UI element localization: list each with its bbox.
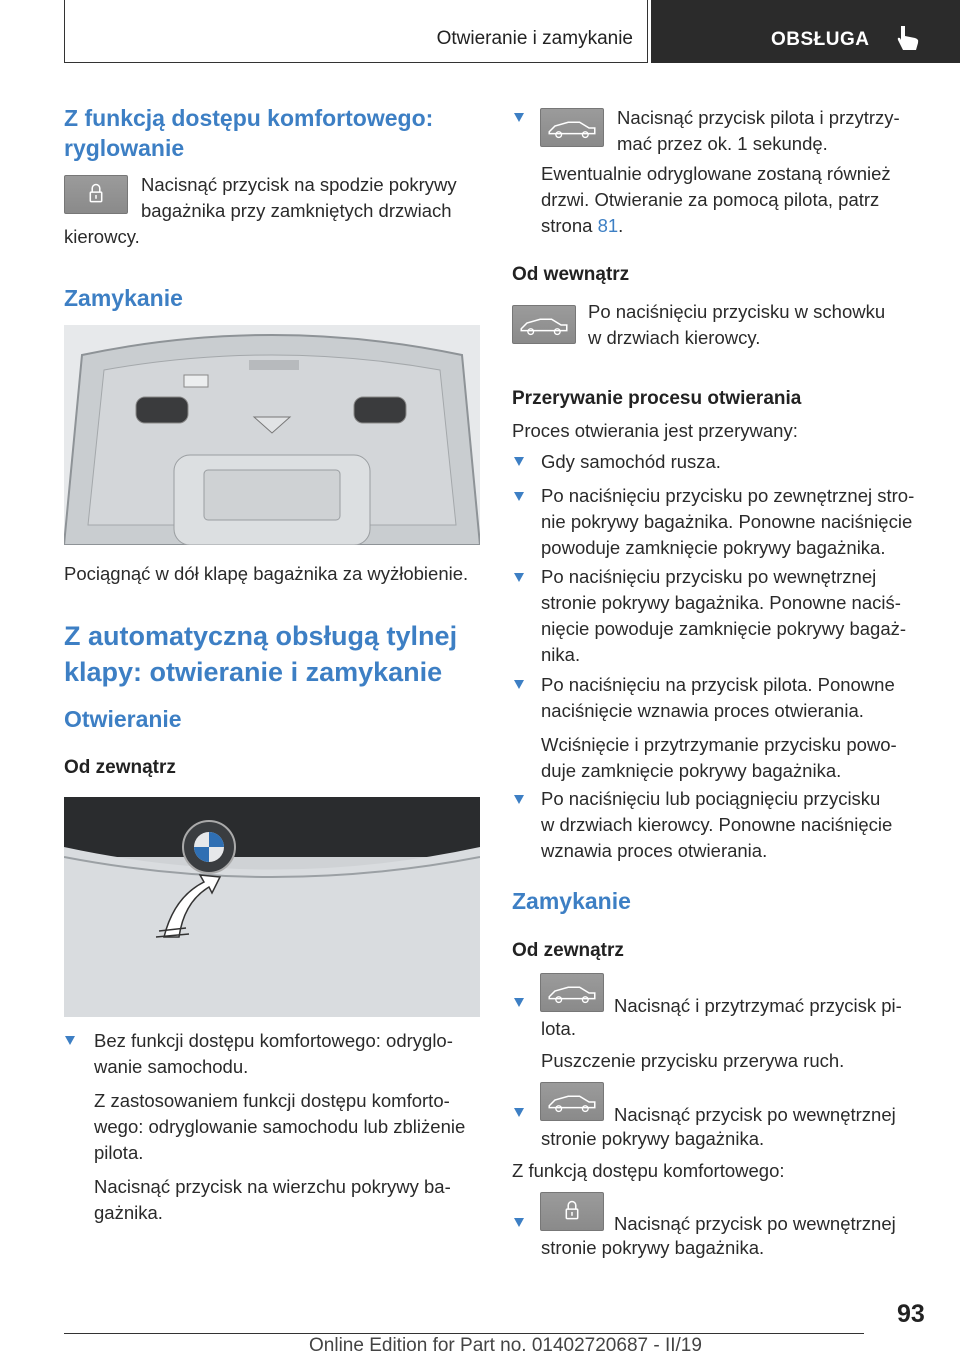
inside-trunk-button-image (512, 305, 576, 344)
chapter-title: OBSŁUGA (771, 29, 870, 50)
comfort-label: Z funkcją dostępu komfortowego: (512, 1160, 785, 1181)
section-title: Otwieranie i zamykanie (436, 28, 633, 49)
remote-trunk-button-image (540, 108, 604, 147)
heading-opening: Otwieranie (64, 706, 182, 732)
heading-closing-right: Zamykanie (512, 888, 631, 914)
bullet-triangle-icon (514, 680, 524, 689)
chapter-tab (651, 0, 960, 63)
lock-button-image (64, 175, 128, 214)
interrupt-item-2: Po naciśnięciu przycisku po zewnętrznej stro- nie pokrywy bagażnika. Ponowne naciśnięcie powoduje zamknięcie pokrywy bagażnika. (541, 485, 915, 558)
heading-auto-tailgate: Z automatyczną obsługą tylnej klapy: otwieranie i zamykanie (64, 621, 458, 687)
heading-comfort-lock: Z funkcją dostępu komfortowego: ryglowanie (64, 105, 434, 161)
bullet-triangle-icon (514, 795, 524, 804)
car-trunk-icon (541, 1083, 603, 1120)
bullet-triangle-icon (514, 573, 524, 582)
heading-outside-right: Od zewnątrz (512, 940, 624, 961)
heading-outside: Od zewnątrz (64, 757, 176, 778)
interrupt-item-5: Po naciśnięciu lub pociągnięciu przycisku w drzwiach kierowcy. Ponowne naciśnięcie wznawia proces otwierania. (541, 788, 893, 861)
lock-icon (65, 176, 127, 213)
bullet-triangle-icon (514, 113, 524, 122)
trunk-lid-interior-image (64, 325, 480, 545)
bullet-triangle-icon (514, 1218, 524, 1227)
interrupt-item-1: Gdy samochód rusza. (541, 451, 721, 472)
running-header (64, 0, 648, 63)
remote-hold-text: Nacisnąć przycisk pilota i przytrzy- mać przez ok. 1 sekundę. (617, 107, 900, 154)
car-trunk-icon (541, 974, 603, 1011)
car-trunk-icon (541, 109, 603, 146)
close-item-1: Nacisnąć i przytrzymać przycisk pi- (614, 995, 902, 1016)
pointing-hand-icon (895, 24, 921, 52)
close-item-1-note: Puszczenie przycisku przerywa ruch. (541, 1050, 845, 1071)
lock-button-image (540, 1192, 604, 1231)
bullet-triangle-icon (65, 1036, 75, 1045)
remote-note: Ewentualnie odryglowane zostaną również drzwi. Otwieranie za pomocą pilota, patrz strona 81. (541, 163, 891, 236)
interrupt-intro: Proces otwierania jest przerywany: (512, 420, 798, 441)
interrupt-item-4: Po naciśnięciu na przycisk pilota. Ponowne naciśnięcie wznawia proces otwierania. Wciśnięcie i przytrzymanie przycisku powo- duje zamknięcie pokrywy bagażnika. (541, 674, 897, 781)
trunk-exterior-image (64, 797, 480, 1017)
page-number: 93 (897, 1300, 925, 1328)
comfort-lock-text: Nacisnąć przycisk na spodzie pokrywy bagażnika przy zamkniętych drzwiach (141, 174, 457, 221)
footer-divider (64, 1333, 864, 1334)
edition-footer: Online Edition for Part no. 01402720687 - II/19 (309, 1335, 702, 1356)
remote-trunk-button-image (540, 973, 604, 1012)
comfort-lock-text-end: kierowcy. (64, 226, 140, 247)
bullet-triangle-icon (514, 492, 524, 501)
inside-text: Po naciśnięciu przycisku w schowku w drzwiach kierowcy. (588, 301, 886, 348)
bullet-triangle-icon (514, 1108, 524, 1117)
car-trunk-icon (513, 306, 575, 343)
bullet-outside-open: Bez funkcji dostępu komfortowego: odryglo- wanie samochodu. Z zastosowaniem funkcji dostępu komforto- wego: odryglowanie samochodu lub zbliżenie pilota. Nacisnąć przycisk na wierzchu pokrywy ba- gażnika. (94, 1030, 466, 1223)
interrupt-item-3: Po naciśnięciu przycisku po wewnętrznej stronie pokrywy bagażnika. Ponowne naciś- nięcie powoduje zamknięcie pokrywy bagaż- nika. (541, 566, 907, 665)
bullet-triangle-icon (514, 457, 524, 466)
pull-instruction: Pociągnąć w dół klapę bagażnika za wyżłobienie. (64, 563, 469, 584)
heading-interrupt: Przerywanie procesu otwierania (512, 388, 802, 409)
heading-inside: Od wewnątrz (512, 264, 630, 285)
heading-closing: Zamykanie (64, 285, 183, 311)
close-item-1-end: lota. (541, 1018, 576, 1039)
close-item-2: Nacisnąć przycisk po wewnętrznej (614, 1104, 896, 1125)
close-item-3: Nacisnąć przycisk po wewnętrznej (614, 1213, 896, 1234)
close-item-2-end: stronie pokrywy bagażnika. (541, 1128, 765, 1149)
inside-trunk-button-image (540, 1082, 604, 1121)
page-reference-link[interactable]: 81 (597, 215, 619, 236)
close-item-3-end: stronie pokrywy bagażnika. (541, 1237, 765, 1258)
bullet-triangle-icon (514, 998, 524, 1007)
lock-icon (541, 1193, 603, 1230)
